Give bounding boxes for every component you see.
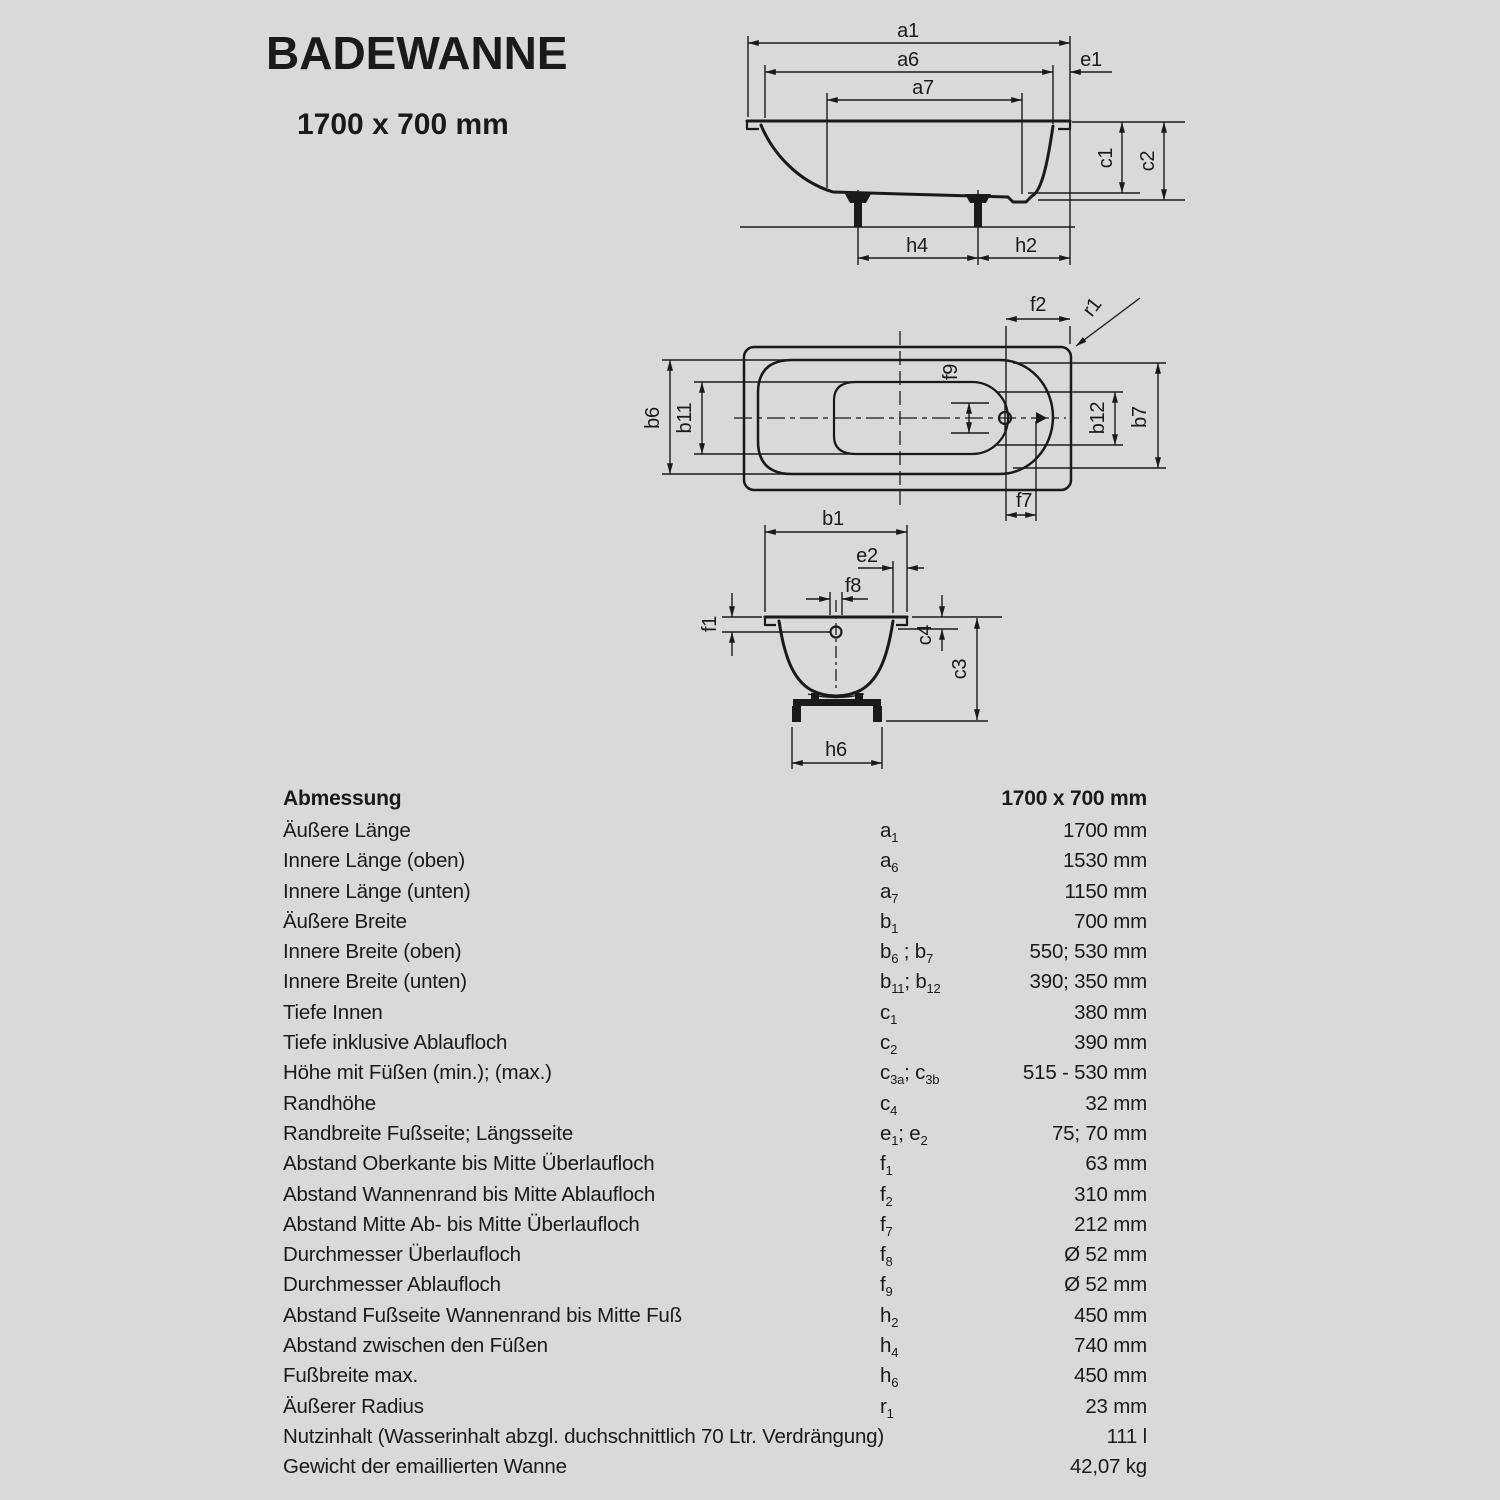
dim-label-b12: b12 bbox=[1087, 401, 1109, 435]
page-title: BADEWANNE bbox=[266, 27, 568, 79]
tub-inner-bottom bbox=[834, 382, 1008, 454]
table-row bbox=[283, 1452, 1147, 1482]
row-value: 450 mm bbox=[1074, 1364, 1147, 1388]
dim-label-f9: f9 bbox=[940, 363, 962, 381]
row-label: Innere Breite (oben) bbox=[283, 940, 462, 964]
dim-f1 bbox=[699, 593, 830, 656]
table-row bbox=[283, 1301, 1147, 1331]
dim-label-f7: f7 bbox=[1015, 490, 1033, 512]
overflow-marker bbox=[1036, 412, 1047, 424]
row-value: Ø 52 mm bbox=[1064, 1243, 1147, 1267]
dim-label-b11: b11 bbox=[674, 402, 696, 434]
dim-label-b1: b1 bbox=[822, 508, 844, 530]
row-value: 310 mm bbox=[1074, 1182, 1147, 1206]
row-symbol: $b_6$ ; $b_7$ bbox=[880, 940, 933, 967]
page-subtitle: 1700 x 700 mm bbox=[297, 108, 509, 141]
dim-b6 bbox=[642, 360, 795, 474]
overflow-hole bbox=[831, 627, 842, 638]
row-value: 1150 mm bbox=[1064, 879, 1147, 903]
foot-left bbox=[845, 194, 871, 203]
table-row bbox=[283, 937, 1147, 967]
dim-f2 bbox=[1006, 294, 1070, 410]
dim-c1 bbox=[1028, 122, 1185, 193]
dim-b1 bbox=[765, 508, 907, 612]
row-symbol: $a_1$ bbox=[880, 819, 899, 845]
dim-h2 bbox=[978, 235, 1070, 258]
row-symbol: $f_7$ bbox=[880, 1212, 893, 1239]
row-symbol: $b_1$ bbox=[880, 909, 899, 936]
dim-label-c1: c1 bbox=[1095, 147, 1117, 169]
row-value: 63 mm bbox=[1085, 1152, 1147, 1176]
row-label: Durchmesser Überlaufloch bbox=[283, 1243, 521, 1267]
row-value: 380 mm bbox=[1074, 1000, 1147, 1024]
foot-right bbox=[965, 194, 991, 203]
row-value: 75; 70 mm bbox=[1051, 1121, 1147, 1145]
row-value: 212 mm bbox=[1074, 1212, 1147, 1236]
row-symbol: $b_{11}$; $b_{12}$ bbox=[880, 970, 941, 997]
dim-label-r1: r1 bbox=[1078, 293, 1107, 321]
row-label: Innere Länge (oben) bbox=[283, 849, 465, 873]
tub-inner-top bbox=[758, 360, 1053, 474]
row-symbol: $c_{3a}$; $c_{3b}$ bbox=[880, 1061, 940, 1088]
row-value: 390; 350 mm bbox=[1029, 970, 1147, 994]
dim-c3 bbox=[886, 618, 988, 721]
table-row bbox=[283, 998, 1147, 1028]
table-row bbox=[283, 907, 1147, 937]
table-row bbox=[283, 1028, 1147, 1058]
dim-a6 bbox=[765, 49, 1053, 124]
side-view bbox=[740, 20, 1185, 265]
row-value: 111 l bbox=[1106, 1424, 1147, 1448]
dim-label-b7: b7 bbox=[1129, 406, 1151, 428]
dim-b11 bbox=[674, 382, 860, 454]
row-symbol: $f_2$ bbox=[880, 1182, 893, 1209]
dimension-table bbox=[283, 782, 1147, 1483]
row-value: Ø 52 mm bbox=[1064, 1273, 1147, 1297]
row-symbol: $h_6$ bbox=[880, 1364, 899, 1391]
row-label: Abstand Fußseite Wannenrand bis Mitte Fuß bbox=[283, 1303, 682, 1327]
row-label: Abstand Mitte Ab- bis Mitte Überlaufloch bbox=[283, 1212, 640, 1236]
row-label: Äußere Länge bbox=[283, 819, 411, 842]
dim-label-c2: c2 bbox=[1137, 150, 1159, 172]
table-row bbox=[283, 877, 1147, 907]
row-value: 550; 530 mm bbox=[1029, 940, 1147, 964]
row-value: 1530 mm bbox=[1062, 849, 1147, 873]
table-header bbox=[283, 782, 1147, 816]
table-header-label: Abmessung bbox=[283, 787, 402, 810]
row-symbol: $c_2$ bbox=[880, 1031, 898, 1058]
foot-right bbox=[873, 706, 882, 722]
dim-label-f8: f8 bbox=[844, 575, 862, 597]
dim-a7 bbox=[827, 77, 1022, 194]
dim-label-c3: c3 bbox=[949, 658, 971, 680]
row-value: 1700 mm bbox=[1062, 819, 1147, 842]
tub-side-outline bbox=[740, 121, 1075, 227]
table-row bbox=[283, 1089, 1147, 1119]
table-row bbox=[283, 816, 1147, 846]
table-header-value: 1700 x 700 mm bbox=[1001, 787, 1147, 810]
dim-e2 bbox=[856, 545, 924, 613]
dim-label-e1: e1 bbox=[1080, 49, 1102, 71]
dim-r1 bbox=[1076, 294, 1140, 346]
row-label: Äußerer Radius bbox=[283, 1394, 424, 1418]
dim-label-c4: c4 bbox=[914, 624, 936, 646]
row-value: 700 mm bbox=[1074, 909, 1147, 933]
table-row bbox=[283, 967, 1147, 997]
row-value: 390 mm bbox=[1074, 1031, 1147, 1055]
row-label: Gewicht der emaillierten Wanne bbox=[283, 1455, 567, 1479]
tub-end-outline bbox=[765, 600, 907, 722]
dim-h4 bbox=[858, 190, 978, 265]
dim-label-h2: h2 bbox=[1015, 235, 1037, 257]
row-value: 450 mm bbox=[1074, 1303, 1147, 1327]
row-symbol: $a_7$ bbox=[880, 879, 899, 906]
row-label: Fußbreite max. bbox=[283, 1364, 419, 1388]
dim-f8 bbox=[806, 575, 868, 615]
dim-a1 bbox=[748, 20, 1070, 265]
dim-label-a6: a6 bbox=[897, 49, 919, 71]
row-label: Höhe mit Füßen (min.); (max.) bbox=[283, 1061, 552, 1085]
dim-label-e2: e2 bbox=[856, 545, 878, 567]
row-symbol: $c_4$ bbox=[880, 1091, 898, 1118]
table-row bbox=[283, 1119, 1147, 1149]
table-row bbox=[283, 1422, 1147, 1452]
row-label: Tiefe inklusive Ablaufloch bbox=[283, 1031, 508, 1055]
row-symbol: $r_1$ bbox=[880, 1394, 894, 1421]
tub-outer-rim bbox=[744, 347, 1071, 490]
table-row bbox=[283, 1149, 1147, 1179]
row-value: 42,07 kg bbox=[1069, 1455, 1147, 1479]
dim-label-a7: a7 bbox=[912, 77, 934, 99]
dim-h6 bbox=[792, 727, 882, 769]
dim-label-a1: a1 bbox=[897, 20, 919, 42]
table-row bbox=[283, 1392, 1147, 1422]
row-label: Randbreite Fußseite; Längsseite bbox=[283, 1121, 574, 1145]
row-value: 740 mm bbox=[1074, 1334, 1147, 1358]
row-symbol: $c_1$ bbox=[880, 1000, 898, 1027]
row-label: Nutzinhalt (Wasserinhalt abzgl. duchschnittlich 70 Ltr. Verdrängung) bbox=[283, 1424, 884, 1448]
table-row bbox=[283, 1331, 1147, 1361]
table-row bbox=[283, 1058, 1147, 1088]
dim-label-h4: h4 bbox=[906, 235, 928, 257]
dim-e1 bbox=[1070, 49, 1112, 72]
plan-view bbox=[642, 294, 1166, 521]
row-label: Randhöhe bbox=[283, 1091, 377, 1115]
dim-label-b6: b6 bbox=[642, 407, 664, 429]
row-symbol: $e_1$; $e_2$ bbox=[880, 1121, 928, 1148]
dim-label-h6: h6 bbox=[825, 739, 847, 761]
table-row bbox=[283, 1240, 1147, 1270]
row-symbol: $f_8$ bbox=[880, 1243, 893, 1270]
table-row bbox=[283, 1361, 1147, 1391]
row-value: 23 mm bbox=[1085, 1394, 1147, 1418]
row-symbol: $a_6$ bbox=[880, 849, 899, 876]
row-value: 515 - 530 mm bbox=[1022, 1061, 1147, 1085]
row-label: Äußere Breite bbox=[283, 909, 407, 933]
dim-c4 bbox=[898, 595, 1002, 651]
row-label: Tiefe Innen bbox=[283, 1000, 383, 1024]
dim-b12 bbox=[997, 392, 1123, 445]
row-value: 32 mm bbox=[1085, 1091, 1147, 1115]
foot-left bbox=[792, 706, 801, 722]
end-view bbox=[699, 508, 1002, 769]
row-label: Abstand Wannenrand bis Mitte Ablaufloch bbox=[283, 1182, 656, 1206]
dim-c2 bbox=[1038, 122, 1185, 200]
row-label: Innere Länge (unten) bbox=[283, 879, 471, 903]
row-label: Abstand Oberkante bis Mitte Überlaufloch bbox=[283, 1152, 655, 1176]
dim-label-f1: f1 bbox=[699, 615, 721, 633]
table-row bbox=[283, 1210, 1147, 1240]
foot-frame bbox=[793, 699, 881, 706]
row-symbol: $h_4$ bbox=[880, 1334, 899, 1361]
row-symbol: $f_9$ bbox=[880, 1273, 893, 1300]
dim-f9 bbox=[940, 364, 989, 433]
dim-b7 bbox=[1013, 363, 1166, 468]
row-label: Innere Breite (unten) bbox=[283, 970, 467, 994]
table-row bbox=[283, 1180, 1147, 1210]
row-symbol: $f_1$ bbox=[880, 1152, 893, 1179]
table-row bbox=[283, 1270, 1147, 1300]
row-label: Durchmesser Ablaufloch bbox=[283, 1273, 501, 1297]
row-label: Abstand zwischen den Füßen bbox=[283, 1334, 548, 1358]
table-row bbox=[283, 846, 1147, 876]
row-symbol: $h_2$ bbox=[880, 1303, 899, 1330]
dim-f7 bbox=[1006, 421, 1036, 521]
drain-hole bbox=[999, 403, 1011, 433]
dim-label-f2: f2 bbox=[1029, 294, 1047, 316]
